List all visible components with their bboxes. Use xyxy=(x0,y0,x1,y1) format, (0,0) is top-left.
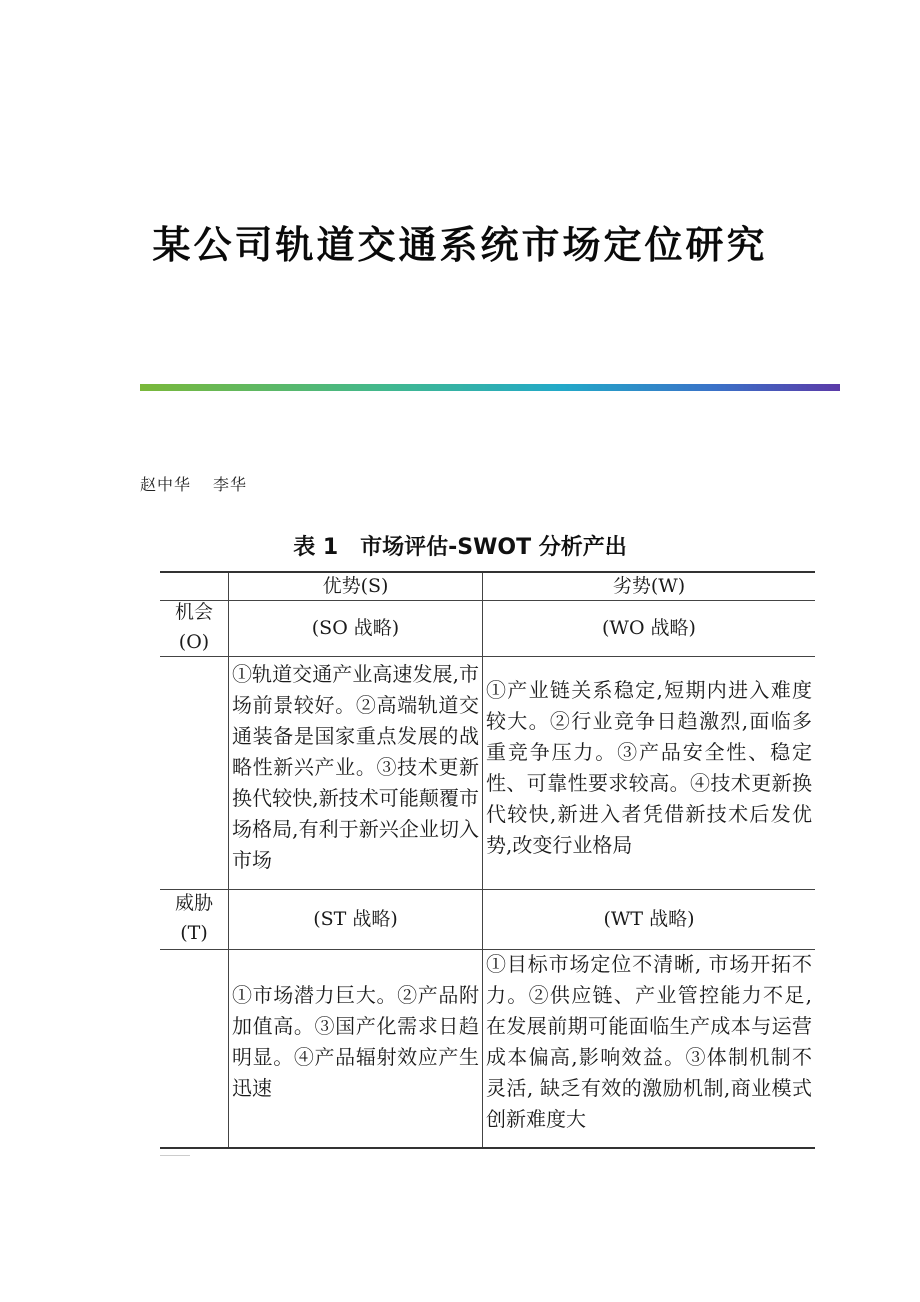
so-text: ①轨道交通产业高速发展,市场前景较好。②高端轨道交通装备是国家重点发展的战略性新兴产业。③技术更新换代较快,新技术可能颠覆市场格局,有利于新兴企业切入市场 xyxy=(232,662,479,872)
threats-label xyxy=(160,888,228,950)
author-name: 李华 xyxy=(213,475,248,494)
gradient-divider xyxy=(140,384,840,391)
opportunities-label xyxy=(160,597,228,657)
wo-strategy-label: (WO 战略) xyxy=(602,617,696,639)
opportunities-label-line: (O) xyxy=(178,631,210,653)
threats-label-line: 威胁 xyxy=(174,892,213,914)
opportunities-label-line: 机会 xyxy=(174,601,213,623)
so-strategy-label: (SO 战略) xyxy=(311,617,400,639)
weaknesses-header: 劣势(W) xyxy=(612,575,686,597)
st-strategy-label: (ST 战略) xyxy=(313,908,398,930)
footnote-rule xyxy=(160,1155,190,1156)
wt-strategy-label: (WT 战略) xyxy=(603,908,695,930)
document-title: 某公司轨道交通系统市场定位研究 xyxy=(152,222,768,267)
author-line xyxy=(140,472,247,495)
table-caption: 表 1 市场评估-SWOT 分析产出 xyxy=(293,535,627,560)
wt-text: ①目标市场定位不清晰, 市场开拓不力。②供应链、产业管控能力不足,在发展前期可能面临生产成本与运营成本偏高,影响效益。③体制机制不灵活, 缺乏有效的激励机制,商业模式创新难度大 xyxy=(486,952,812,1131)
threats-label-line: (T) xyxy=(180,922,208,944)
swot-table xyxy=(160,571,815,1149)
author-name: 赵中华 xyxy=(140,475,192,494)
strengths-header: 优势(S) xyxy=(322,575,389,597)
wo-text: ①产业链关系稳定,短期内进入难度较大。②行业竞争日趋激烈,面临多重竞争压力。③产品安全性、稳定性、可靠性要求较高。④技术更新换代较快,新进入者凭借新技术后发优势,改变行业格局 xyxy=(486,678,812,857)
st-text: ①市场潜力巨大。②产品附加值高。③国产化需求日趋明显。④产品辐射效应产生迅速 xyxy=(232,983,479,1100)
